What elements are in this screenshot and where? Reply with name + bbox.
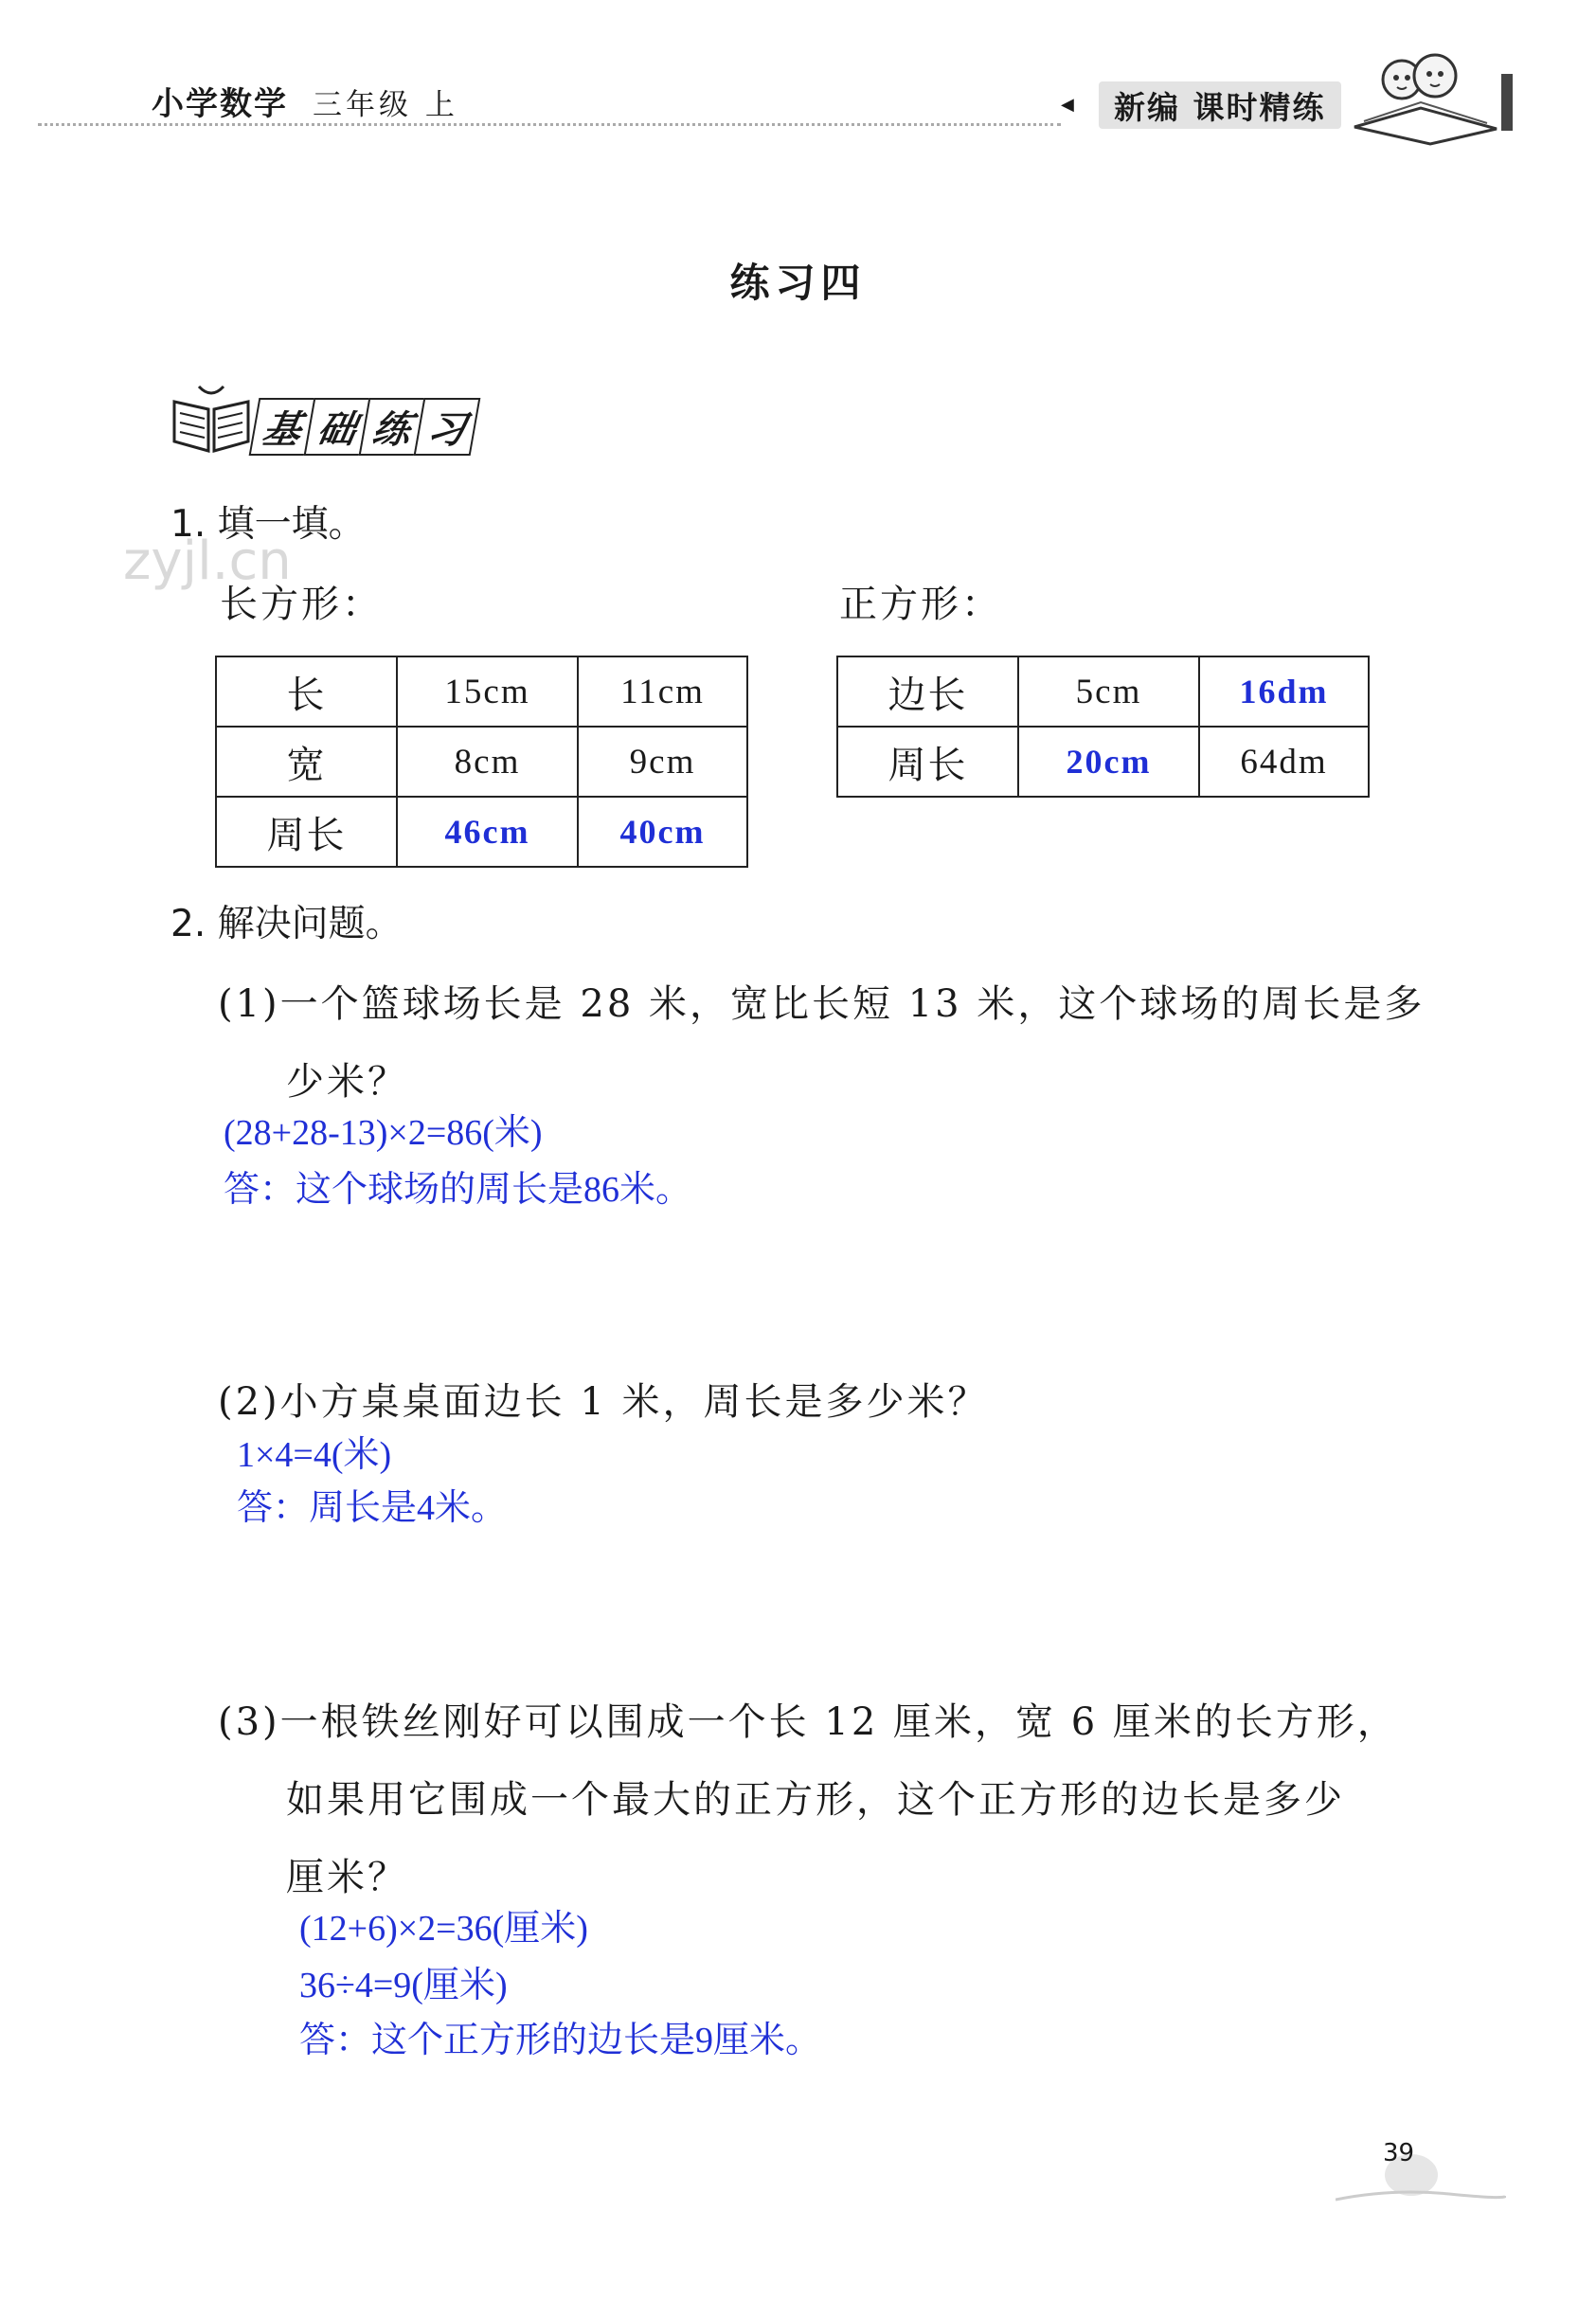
answer-cell: 16dm: [1199, 656, 1369, 727]
triangle-left-icon: ◀: [1061, 95, 1074, 115]
problem-2-answer-text: 答：周长是4米。: [237, 1488, 508, 1528]
problem-3-line-1: (3)一根铁丝刚好可以围成一个长 12 厘米，宽 6 厘米的长方形，: [218, 1700, 1398, 1744]
problem-1-answer-equation: (28+28-13)×2=86(米): [224, 1113, 543, 1153]
page-title: 练习四: [729, 260, 867, 306]
header-divider: [38, 123, 1061, 126]
table-cell: 周长: [216, 797, 397, 867]
square-label: 正方形：: [839, 583, 1002, 626]
section-char: 基: [249, 398, 316, 456]
header-edge-bar: [1501, 74, 1513, 131]
table-row: [837, 727, 1369, 797]
rectangle-label: 长方形：: [220, 583, 383, 626]
header-brand: 新编 课时精练: [1099, 81, 1341, 129]
table-row: [216, 656, 747, 727]
open-book-icon: [170, 383, 252, 458]
table-cell: 64dm: [1199, 727, 1369, 797]
table-cell: 长: [216, 656, 397, 727]
section-char: 练: [359, 398, 426, 456]
problem-3-answer-equation-2: 36÷4=9(厘米): [299, 1966, 508, 2005]
table-cell: 11cm: [578, 656, 747, 727]
square-table: [836, 656, 1370, 798]
problem-3-answer-equation-1: (12+6)×2=36(厘米): [299, 1909, 588, 1949]
problem-1-line-2: 少米？: [286, 1060, 408, 1104]
question-2-label: 2. 解决问题。: [170, 903, 403, 945]
subject-text: 小学数学: [152, 85, 288, 123]
question-1-label: 1. 填一填。: [170, 503, 366, 546]
table-cell: 周长: [837, 727, 1018, 797]
book-mascot-icon: [1345, 42, 1506, 150]
grade-text: 三年级 上: [313, 88, 458, 122]
problem-2-line-1: (2)小方桌桌面边长 1 米，周长是多少米？: [218, 1380, 989, 1424]
problem-3-line-2: 如果用它围成一个最大的正方形，这个正方形的边长是多少: [286, 1778, 1345, 1822]
problem-2-answer-equation: 1×4=4(米): [237, 1435, 392, 1475]
table-row: [837, 656, 1369, 727]
section-label-basic-practice: [254, 398, 474, 456]
watermark: zyjl.cn: [123, 530, 292, 592]
answer-cell: 40cm: [578, 797, 747, 867]
table-cell: 5cm: [1018, 656, 1199, 727]
header-subject: [152, 78, 458, 124]
page-number: 39: [1383, 2139, 1415, 2167]
problem-3-answer-text: 答：这个正方形的边长是9厘米。: [299, 2021, 822, 2060]
section-char: 础: [304, 398, 371, 456]
table-cell: 9cm: [578, 727, 747, 797]
table-cell: 15cm: [397, 656, 578, 727]
table-row: [216, 797, 747, 867]
table-cell: 宽: [216, 727, 397, 797]
problem-3-line-3: 厘米？: [286, 1856, 408, 1899]
rectangle-table: [215, 656, 748, 868]
table-cell: 8cm: [397, 727, 578, 797]
problem-1-line-1: (1)一个篮球场长是 28 米，宽比长短 13 米，这个球场的周长是多: [218, 982, 1426, 1026]
page-corner-decoration: [1336, 2150, 1506, 2211]
answer-cell: 20cm: [1018, 727, 1199, 797]
section-char: 习: [414, 398, 481, 456]
table-cell: 边长: [837, 656, 1018, 727]
answer-cell: 46cm: [397, 797, 578, 867]
table-row: [216, 727, 747, 797]
problem-1-answer-text: 答：这个球场的周长是86米。: [224, 1170, 692, 1210]
